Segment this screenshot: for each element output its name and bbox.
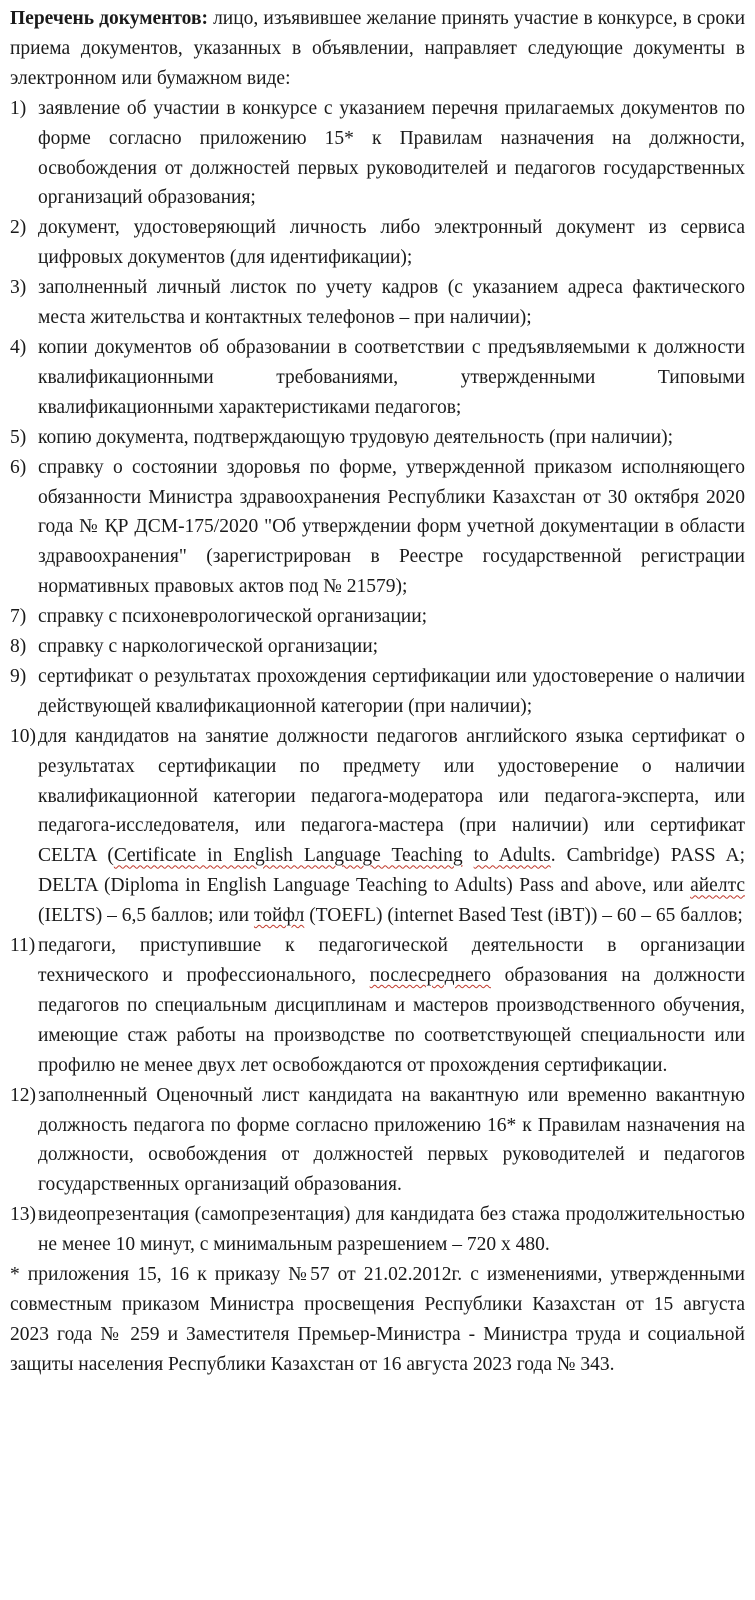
list-item bbox=[10, 423, 745, 453]
item-text: сертификат о результатах прохождения сертификации или удостоверение о наличии действующей квалификационной категории (при наличии); bbox=[38, 665, 745, 717]
item-text-part: (IELTS) – 6,5 баллов; или bbox=[38, 905, 254, 927]
item-number: 12) bbox=[10, 1084, 36, 1106]
item-number: 4) bbox=[10, 336, 27, 358]
item-number: 10) bbox=[10, 725, 36, 747]
list-item bbox=[10, 453, 745, 603]
item-text: видеопрезентация (самопрезентация) для кандидата без стажа продолжительностью не менее 10 минут, с минимальным разрешением – 720 х 480. bbox=[38, 1204, 745, 1256]
spellcheck-word: to Adults bbox=[473, 845, 551, 867]
spellcheck-word: айелтс bbox=[690, 875, 745, 897]
footnote: * приложения 15, 16 к приказу №57 от 21.02.2012г. с изменениями, утвержденными совместным приказом Министра просвещения Республики Казахстан от 15 августа 2023 года № 259 и Заместителя Премьер-Министра - Министра труда и социальной защиты населения Республики Казахстан от 16 августа 2023 года № 343. bbox=[10, 1264, 745, 1375]
item-text-part bbox=[463, 845, 474, 866]
item-number: 8) bbox=[10, 636, 27, 658]
intro-paragraph bbox=[10, 4, 745, 94]
list-item bbox=[10, 931, 745, 1081]
item-text: заполненный Оценочный лист кандидата на вакантную или временно вакантную должность педагога по форме согласно приложению 16* к Правилам назначения на должности, освобождения от должностей первых руководителей и педагогов государственных организаций образования. bbox=[38, 1084, 745, 1196]
item-number: 11) bbox=[10, 935, 36, 957]
item-text-part: (TOEFL) (internet Based Test (iBT)) – 60 – 65 баллов; bbox=[304, 905, 743, 927]
item-number: 5) bbox=[10, 426, 27, 448]
intro-heading: Перечень документов: bbox=[10, 8, 208, 29]
list-item bbox=[10, 662, 745, 722]
intro-text: лицо, изъявившее желание принять участие в конкурсе, в сроки приема документов, указанных в объявлении, направляет следующие документы в электронном или бумажном виде: bbox=[10, 8, 746, 89]
spellcheck-word: Certificate in English Language Teaching bbox=[113, 845, 463, 867]
item-number: 9) bbox=[10, 665, 27, 687]
item-number: 13) bbox=[10, 1204, 36, 1226]
item-text: копию документа, подтверждающую трудовую деятельность (при наличии); bbox=[38, 426, 674, 448]
list-item bbox=[10, 632, 745, 662]
item-text-part: для кандидатов на занятие должности педагогов английского языка сертификат о результатах сертификации по предмету или удостоверение о наличии квалификационной категории педагога-модератора или педагога-эксперта, или педагога-исследователя, или педагога-мастера (при наличии) или сертификат CELTA ( bbox=[38, 725, 745, 867]
item-number: 7) bbox=[10, 606, 27, 628]
list-item bbox=[10, 1200, 745, 1260]
list-item bbox=[10, 722, 745, 931]
item-number: 3) bbox=[10, 277, 27, 299]
document-body bbox=[10, 4, 745, 1380]
item-text: справку с наркологической организации; bbox=[38, 636, 379, 658]
item-text: справку с психоневрологической организации; bbox=[38, 606, 428, 628]
item-text-part: образования на должности педагогов по специальным дисциплинам и мастеров производственного обучения, имеющие стаж работы на производстве по соответствующей специальности или профилю не менее двух лет освобождаются от прохождения сертификации. bbox=[38, 965, 745, 1076]
item-text: копии документов об образовании в соответствии с предъявляемыми к должности квалификационными требованиями, утвержденными Типовыми квалификационными характеристиками педагогов; bbox=[38, 336, 745, 418]
item-text: справку о состоянии здоровья по форме, утвержденной приказом исполняющего обязанности Министра здравоохранения Республики Казахстан от 30 октября 2020 года № ҚР ДСМ-175/2020 "Об утверждении форм учетной документации в области здравоохранения" (зарегистрирован в Реестре государственной регистрации нормативных правовых актов под № 21579); bbox=[38, 456, 745, 598]
item-text bbox=[38, 722, 745, 931]
item-text-part: . Cambridge) PASS A; DELTA (Diploma in English Language Teaching to Adults) Pass and above, или bbox=[38, 845, 746, 897]
item-text: заявление об участии в конкурсе с указанием перечня прилагаемых документов по форме согласно приложению 15* к Правилам назначения на должности, освобождения от должностей первых руководителей и педагогов государственных организаций образования; bbox=[38, 97, 745, 209]
list-item bbox=[10, 94, 745, 214]
item-number: 1) bbox=[10, 97, 27, 119]
spellcheck-word: послесреднего bbox=[369, 965, 491, 986]
list-item bbox=[10, 213, 745, 273]
item-number: 6) bbox=[10, 456, 27, 478]
item-text: заполненный личный листок по учету кадров (с указанием адреса фактического места жительства и контактных телефонов – при наличии); bbox=[38, 277, 745, 329]
list-item bbox=[10, 333, 745, 423]
spellcheck-word: тойфл bbox=[253, 905, 305, 927]
list-item bbox=[10, 602, 745, 632]
item-text: документ, удостоверяющий личность либо электронный документ из сервиса цифровых документов (для идентификации); bbox=[38, 217, 745, 269]
list-item bbox=[10, 273, 745, 333]
list-item bbox=[10, 1081, 745, 1201]
item-text-part: педагоги, приступившие к педагогической деятельности в организации технического и профессионального, bbox=[38, 935, 745, 986]
item-text bbox=[38, 931, 745, 1081]
item-number: 2) bbox=[10, 217, 27, 239]
documents-list bbox=[10, 94, 745, 1260]
